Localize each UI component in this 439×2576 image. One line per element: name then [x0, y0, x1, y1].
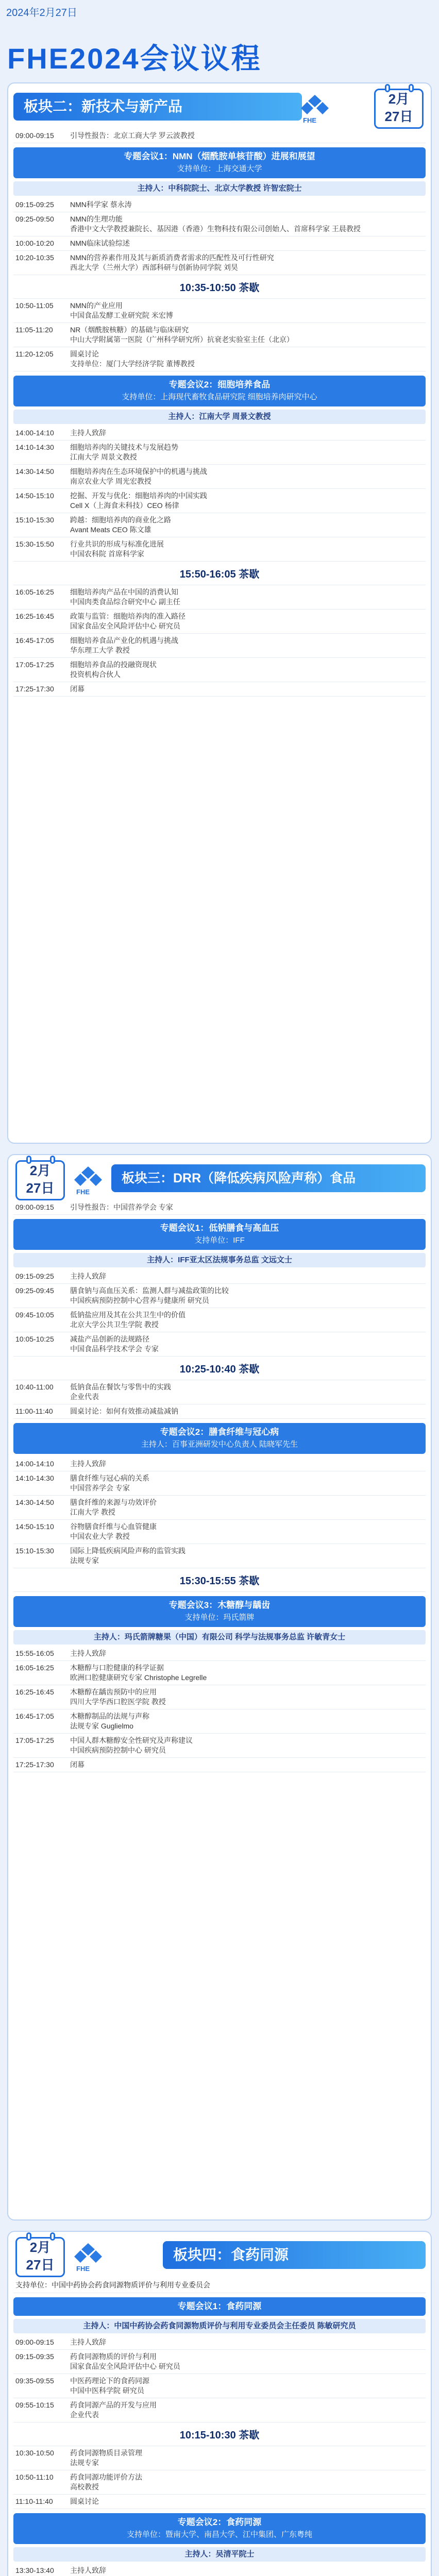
schedule-row [13, 299, 426, 323]
session-title: 专题会议3：木糖醇与龋齿 [168, 1600, 271, 1610]
schedule-row [13, 1685, 426, 1709]
schedule-time: 17:05-17:25 [15, 1736, 54, 1744]
schedule-time: 14:10-14:30 [15, 1474, 54, 1482]
session-support: 支持单位：暨南大学、南昌大学、江中集团、广东粤纯 [126, 2530, 312, 2539]
schedule-row [13, 323, 426, 347]
schedule-row [13, 489, 426, 513]
session-host: 主持人：中科院院士、北京大学教授 许智宏院士 [13, 181, 426, 196]
schedule-row [13, 658, 426, 682]
schedule-time: 15:10-15:30 [15, 516, 54, 524]
schedule-content: 细胞培养肉在生态环境保护中的机遇与挑战 南京农业大学 周光宏教授 [70, 467, 207, 485]
break-row: 10:25-10:40 茶歇 [13, 1357, 426, 1380]
schedule-row [13, 537, 426, 562]
board-three-header [8, 1155, 431, 1200]
schedule-content: NMN的生理功能 香港中文大学教授兼院长、基因港（香港）生物科技有限公司创始人、首席科学家 王晨教授 [70, 215, 361, 233]
schedule-time: 17:25-17:30 [15, 685, 54, 693]
schedule-row [13, 1200, 426, 1215]
page-title: FHE2024会议议程 [7, 42, 262, 75]
session-host: 主持人：江南大学 周景文教授 [13, 410, 426, 424]
schedule-content: NMN的营养素作用及其与新质消费者需求的匹配性及可行性研究 西北大学（兰州大学）西部科研与创新协同学院 刘昊 [70, 253, 274, 272]
schedule-time: 14:30-14:50 [15, 1498, 54, 1506]
session-support: 支持单位：IFF [194, 1236, 245, 1245]
break-row: 10:15-10:30 茶歇 [13, 2422, 426, 2446]
break-row: 10:35-10:50 茶歇 [13, 275, 426, 299]
schedule-content: 中国人群木糖醇安全性研究及声称建议 中国疾病预防控制中心 研究员 [70, 1736, 193, 1754]
schedule-content: NMN临床试验综述 [70, 239, 130, 247]
schedule-content: 膳食纤维的来源与功效评价 江南大学 教授 [70, 1498, 157, 1516]
schedule-time: 09:55-10:15 [15, 2401, 54, 2409]
session-title: 专题会议2：细胞培养食品 [168, 380, 271, 389]
schedule-time: 14:00-14:10 [15, 429, 54, 437]
schedule-time: 09:00-09:15 [15, 1203, 54, 1211]
schedule-content: 膳食纤维与冠心病的关系 中国营养学会 专家 [70, 1474, 149, 1492]
schedule-time: 14:50-15:10 [15, 1522, 54, 1531]
fhe-logo-text: FHE [76, 1188, 90, 1196]
schedule-row [13, 513, 426, 537]
session-host: 主持人：IFF亚太区法规事务总监 文远文士 [13, 1253, 426, 1267]
schedule-time: 09:00-09:15 [15, 131, 54, 140]
session-title: 专题会议2：食药同源 [177, 2517, 262, 2527]
schedule-row [13, 1284, 426, 1308]
schedule-time: 16:25-16:45 [15, 612, 54, 620]
schedule-row [13, 1496, 426, 1520]
schedule-row [13, 1380, 426, 1404]
schedule-content: NMN的产业应用 中国食品发酵工业研究院 米宏博 [70, 301, 173, 319]
schedule-time: 10:50-11:05 [15, 301, 54, 310]
schedule-row [13, 1471, 426, 1496]
schedule-row [13, 1758, 426, 1772]
schedule-time: 17:25-17:30 [15, 1760, 54, 1769]
session-support: 支持单位：玛氏箭牌 [184, 1613, 255, 1622]
schedule-content: 中医药理论下的食药同源 中国中医科学院 研究员 [70, 2377, 149, 2395]
date-month: 2月 [29, 1163, 51, 1178]
schedule-time: 16:05-16:25 [15, 1664, 54, 1672]
schedule-time: 16:45-17:05 [15, 636, 54, 645]
schedule-row [13, 129, 426, 143]
session-head [13, 2513, 426, 2544]
schedule-time: 10:00-10:20 [15, 239, 54, 247]
schedule-row [13, 2470, 426, 2495]
schedule-content: 主持人致辞 [70, 429, 106, 437]
schedule-content: 跨越：细胞培养肉的商业化之路 Avant Meats CEO 陈文雄 [70, 516, 171, 534]
schedule-time: 13:30-13:40 [15, 2566, 54, 2574]
board-three [7, 1154, 432, 2221]
schedule-row [13, 198, 426, 212]
schedule-row [13, 426, 426, 440]
board-three-title: 板块三：DRR（降低疾病风险声称）食品 [111, 1164, 426, 1192]
schedule-time: 16:05-16:25 [15, 588, 54, 596]
schedule-content: 主持人致辞 [70, 1460, 106, 1468]
session-head [13, 2297, 426, 2316]
board-three-date-card [15, 1160, 65, 1200]
schedule-content: 减盐产品创新的法规路径 中国食品科学技术学会 专家 [70, 1335, 159, 1353]
schedule-row [13, 634, 426, 658]
schedule-content: 细胞培养食品产业化的机遇与挑战 华东理工大学 教授 [70, 636, 178, 654]
board-four-header [8, 2232, 431, 2277]
board-support: 支持单位：中国中药协会药食同源物质评价与利用专业委员会 [13, 2277, 426, 2293]
board-four [7, 2231, 432, 2576]
schedule-content: 国际上降低疾病风险声称的监管实践 法规专家 [70, 1547, 185, 1565]
schedule-content: 药食同源物质的评价与利用 国家食品安全风险评估中心 研究员 [70, 2352, 180, 2370]
fhe-logo-text: FHE [76, 2265, 90, 2273]
schedule-time: 10:50-11:10 [15, 2473, 54, 2481]
session-head [13, 147, 426, 178]
schedule-content: 药食同源产品的开发与应用 企业代表 [70, 2401, 157, 2419]
schedule-time: 14:00-14:10 [15, 1460, 54, 1468]
schedule-content: 药食同源物质目录管理 法规专家 [70, 2449, 142, 2467]
schedule-time: 11:10-11:40 [15, 2497, 53, 2505]
schedule-content: 圆桌讨论：如何有效推动减盐减钠 [70, 1407, 178, 1415]
schedule-row [13, 1457, 426, 1471]
board-two [7, 82, 432, 1144]
schedule-content: 主持人致辞 [70, 1272, 106, 1280]
schedule-row [13, 2446, 426, 2470]
session-host: 主持人：玛氏箭牌糖果（中国）有限公司 科学与法规事务总监 许敏青女士 [13, 1630, 426, 1645]
schedule-time: 14:30-14:50 [15, 467, 54, 476]
date-day: 27日 [26, 2257, 55, 2273]
board-two-title: 板块二：新技术与新产品 [13, 93, 302, 121]
schedule-content: 圆桌讨论 [70, 2497, 99, 2505]
schedule-content: 闭幕 [70, 685, 85, 693]
schedule-time: 10:30-10:50 [15, 2449, 54, 2457]
schedule-content: 政策与监管：细胞培养肉的准入路径 国家食品安全风险评估中心 研究员 [70, 612, 185, 630]
schedule-content: 挖掘、开发与优化：细胞培养肉的中国实践 Cell X（上海食未科技）CEO 杨律 [70, 492, 207, 510]
schedule-time: 11:00-11:40 [15, 1407, 53, 1415]
schedule-row [13, 251, 426, 275]
schedule-content: 行业共识的形成与标准化进展 中国农科院 首席科学家 [70, 540, 164, 558]
schedule-content: 圆桌讨论 支持单位：厦门大学经济学院 董博教授 [70, 350, 195, 368]
schedule-content: 主持人致辞 [70, 2338, 106, 2346]
schedule-time: 15:55-16:05 [15, 1649, 54, 1657]
schedule-row [13, 1661, 426, 1685]
schedule-time: 11:20-12:05 [15, 350, 54, 358]
schedule-time: 09:45-10:05 [15, 1311, 54, 1319]
schedule-time: 09:15-09:35 [15, 2352, 54, 2361]
date-month: 2月 [29, 2240, 51, 2255]
schedule-time: 09:00-09:15 [15, 2338, 54, 2346]
schedule-row [13, 2564, 426, 2576]
fhe-logo-text: FHE [303, 116, 316, 124]
header-date: 2024年2月27日 [6, 7, 77, 19]
schedule-time: 16:25-16:45 [15, 1688, 54, 1696]
board-four-title: 板块四：食药同源 [163, 2241, 426, 2269]
date-day: 27日 [384, 109, 413, 124]
schedule-content: 细胞培养肉的关键技术与发展趋势 江南大学 周景文教授 [70, 443, 178, 461]
schedule-row [13, 1647, 426, 1661]
break-row: 15:30-15:55 茶歇 [13, 1568, 426, 1592]
schedule-time: 15:30-15:50 [15, 540, 54, 548]
schedule-content: 木糖醇制品的法规与声称 法规专家 Guglielmo [70, 1712, 149, 1730]
session-support: 支持单位：上海现代畜牧食品研究院 细胞培养肉研究中心 [122, 393, 317, 401]
schedule-content: 细胞培养肉产品在中国的消费认知 中国肉类食品综合研究中心 副主任 [70, 588, 180, 606]
schedule-time: 09:25-09:45 [15, 1286, 54, 1295]
board-four-date-card [15, 2237, 65, 2277]
session-title: 专题会议2：膳食纤维与冠心病 [160, 1427, 279, 1437]
schedule-row [13, 1404, 426, 1419]
schedule-row [13, 1709, 426, 1734]
schedule-content: 木糖醇与口腔健康的科学证据 欧洲口腔健康研究专家 Christophe Legrelle [70, 1664, 207, 1682]
break-row: 15:50-16:05 茶歇 [13, 562, 426, 585]
schedule-time: 14:10-14:30 [15, 443, 54, 451]
schedule-content: 引导性报告：北京工商大学 罗云波教授 [70, 131, 195, 140]
schedule-content: 低钠盐应用及其在公共卫生中的价值 北京大学公共卫生学院 教授 [70, 1311, 185, 1329]
schedule-time: 16:45-17:05 [15, 1712, 54, 1720]
schedule-content: 主持人致辞 [70, 1649, 106, 1657]
schedule-row [13, 1269, 426, 1284]
schedule-content: 低钠食品在餐饮与零售中的实践 企业代表 [70, 1383, 171, 1401]
schedule-row [13, 1332, 426, 1357]
schedule-row [13, 1520, 426, 1544]
schedule-row [13, 2335, 426, 2350]
board-two-header [8, 83, 431, 129]
session-host: 主持人：中国中药协会药食同源物质评价与利用专业委员会主任委员 陈敏研究员 [13, 2319, 426, 2333]
schedule-row [13, 440, 426, 465]
session-title: 专题会议1：食药同源 [177, 2301, 262, 2311]
schedule-row [13, 1734, 426, 1758]
date-month: 2月 [388, 91, 410, 107]
schedule-time: 09:35-09:55 [15, 2377, 54, 2385]
schedule-row [13, 347, 426, 371]
schedule-content: 谷物膳食纤维与心血管健康 中国农业大学 教授 [70, 1522, 157, 1540]
schedule-row [13, 585, 426, 609]
schedule-content: 膳食钠与高血压关系：监测人群与减盐政策的比较 中国疾病预防控制中心营养与健康所 研究员 [70, 1286, 229, 1304]
schedule-content: 木糖醇在龋齿预防中的应用 四川大学华西口腔医学院 教授 [70, 1688, 166, 1706]
schedule-row [13, 465, 426, 489]
session-head [13, 376, 426, 406]
schedule-content: 闭幕 [70, 1760, 85, 1769]
session-support: 支持单位：上海交通大学 [177, 164, 262, 173]
schedule-time: 09:15-09:25 [15, 1272, 54, 1280]
schedule-row [13, 2398, 426, 2422]
schedule-row [13, 2350, 426, 2374]
schedule-row [13, 1544, 426, 1568]
schedule-row [13, 2374, 426, 2398]
schedule-row [13, 1308, 426, 1332]
schedule-content: NMN科学家 蔡永涛 [70, 200, 132, 209]
schedule-time: 11:05-11:20 [15, 326, 53, 334]
schedule-content: 细胞培养食品的投融资现状 投资机构合伙人 [70, 660, 157, 679]
schedule-row [13, 2495, 426, 2509]
session-head [13, 1423, 426, 1454]
session-title: 专题会议1：低钠膳食与高血压 [160, 1223, 279, 1233]
date-day: 27日 [26, 1180, 55, 1196]
schedule-time: 09:25-09:50 [15, 215, 54, 223]
schedule-row [13, 236, 426, 251]
schedule-time: 10:05-10:25 [15, 1335, 54, 1343]
schedule-time: 17:05-17:25 [15, 660, 54, 669]
session-host: 主持人：吴清平院士 [13, 2547, 426, 2562]
session-title: 专题会议1：NMN（烟酰胺单核苷酸）进展和展望 [124, 151, 315, 161]
schedule-row [13, 212, 426, 236]
schedule-time: 10:20-10:35 [15, 253, 54, 262]
schedule-time: 10:40-11:00 [15, 1383, 54, 1391]
schedule-time: 15:10-15:30 [15, 1547, 54, 1555]
schedule-content: 主持人致辞 [70, 2566, 106, 2574]
schedule-row [13, 609, 426, 634]
session-head [13, 1219, 426, 1250]
session-head [13, 1596, 426, 1627]
session-support: 主持人：百事亚洲研发中心负责人 陆晓军先生 [141, 1440, 298, 1449]
schedule-content: 引导性报告：中国营养学会 专家 [70, 1203, 173, 1211]
board-two-date-card [374, 89, 424, 129]
schedule-time: 09:15-09:25 [15, 200, 54, 209]
schedule-row [13, 682, 426, 697]
schedule-time: 14:50-15:10 [15, 492, 54, 500]
schedule-content: 药食同源功能评价方法 高校教授 [70, 2473, 142, 2491]
schedule-content: NR（烟酰胺核糖）的基础与临床研究 中山大学附属第一医院（广州科学研究所）抗衰老实验室主任（北京） [70, 326, 294, 344]
